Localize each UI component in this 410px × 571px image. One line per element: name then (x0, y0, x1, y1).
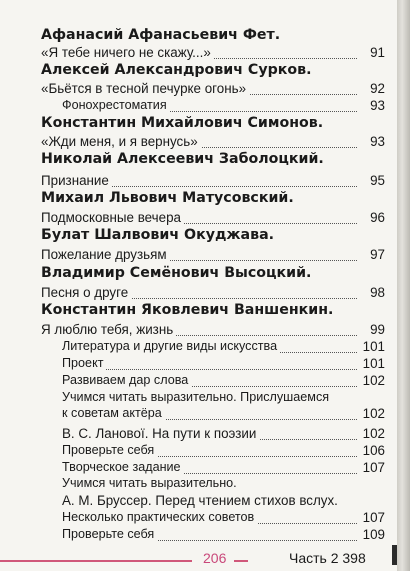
entry-title: Творческое задание (62, 459, 184, 476)
entry-page: 101 (360, 338, 385, 355)
entry-page: 102 (360, 372, 385, 389)
entry-title: А. М. Бруссер. Перед чтением стихов вслух. (62, 492, 341, 509)
toc-author: Николай Алексеевич Заболоцкий. (41, 151, 324, 167)
toc-entry (0, 246, 397, 266)
entry-title: Проверьте себя (62, 442, 157, 459)
entry-title: «Я тебе ничего не скажу...» (41, 44, 214, 61)
toc-author: Константин Михайлович Симонов. (41, 115, 324, 131)
entry-page: 101 (360, 355, 385, 372)
entry-page: 106 (360, 442, 385, 459)
entry-title: Учимся читать выразительно. (62, 475, 240, 492)
entry-page: 98 (367, 284, 385, 301)
entry-page: 99 (367, 321, 385, 338)
entry-page: 95 (367, 172, 385, 189)
page-footer (0, 543, 397, 571)
page-number: 206 (203, 550, 227, 566)
toc-author: Алексей Александрович Сурков. (41, 62, 312, 78)
toc-author: Владимир Семёнович Высоцкий. (41, 265, 312, 281)
entry-title: к советам актёра (62, 405, 165, 422)
toc-entry (0, 44, 397, 64)
entry-page: 107 (360, 509, 385, 526)
entry-title: Несколько практических советов (62, 509, 257, 526)
entry-page: 97 (367, 246, 385, 263)
toc-entry (0, 172, 397, 192)
entry-title: «Бьётся в тесной печурке огонь» (41, 80, 249, 97)
entry-title: В. С. Ланової. На пути к поэзии (62, 425, 259, 442)
entry-page: 102 (360, 405, 385, 422)
entry-title: Развиваем дар слова (62, 372, 191, 389)
footer-rule-right (234, 560, 248, 562)
page-edge-shadow (397, 0, 410, 571)
entry-page: 91 (367, 44, 385, 61)
entry-page: 93 (367, 97, 385, 114)
footer-rule-left (0, 560, 192, 562)
entry-title: Литература и другие виды искусства (62, 338, 280, 355)
toc-author: Михаил Львович Матусовский. (41, 190, 294, 206)
toc-author: Афанасий Афанасьевич Фет. (41, 27, 281, 43)
part-label: Часть 2 398 (289, 550, 366, 566)
toc-entry (0, 284, 397, 304)
entry-title: Пожелание друзьям (41, 246, 170, 263)
toc-entry (0, 405, 397, 425)
entry-title: Учимся читать выразительно. Прислушаемся (62, 389, 332, 406)
toc-entry (0, 97, 397, 117)
toc-entry (0, 209, 397, 229)
entry-page: 92 (367, 80, 385, 97)
toc-author: Константин Яковлевич Ваншенкин. (41, 302, 334, 318)
dot-leader (65, 369, 357, 370)
entry-title: Фонохрестоматия (62, 97, 170, 114)
toc-author: Булат Шалвович Окуджава. (41, 227, 275, 243)
entry-title: Подмосковные вечера (41, 209, 184, 226)
entry-title: Проект (62, 355, 106, 372)
entry-page: 93 (367, 133, 385, 150)
entry-title: Песня о друге (41, 284, 131, 301)
entry-page: 102 (360, 425, 385, 442)
entry-title: Я люблю тебя, жизнь (41, 321, 176, 338)
entry-title: Проверьте себя (62, 526, 157, 543)
entry-title: Признание (41, 172, 112, 189)
toc-entry (0, 133, 397, 153)
entry-page: 96 (367, 209, 385, 226)
entry-page: 107 (360, 459, 385, 476)
entry-page: 109 (360, 526, 385, 543)
entry-title: «Жди меня, и я вернусь» (41, 133, 201, 150)
